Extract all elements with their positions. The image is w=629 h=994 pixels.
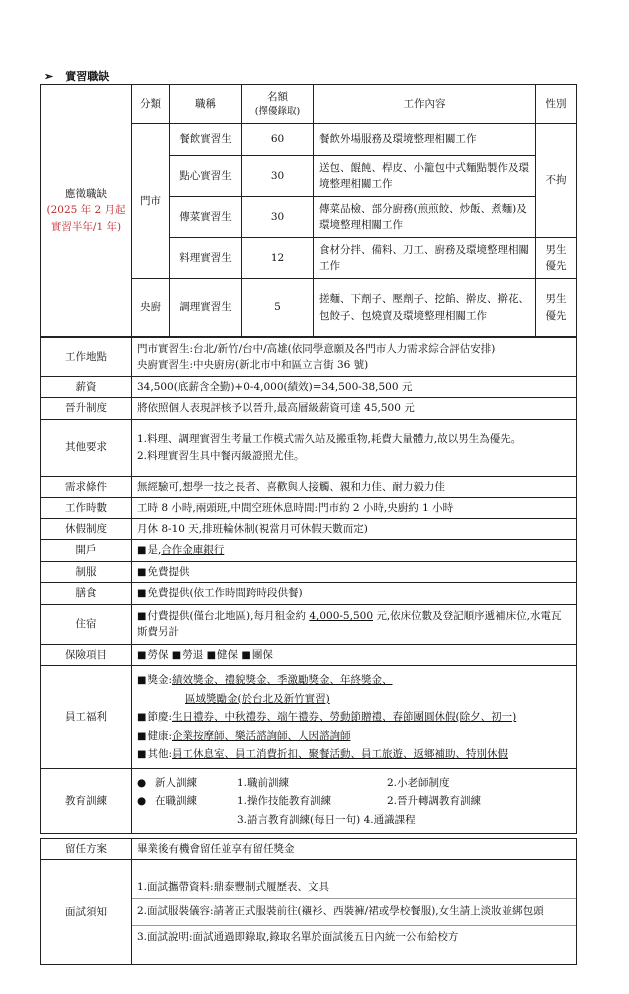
uniform-text: 免費提供 [147,565,190,578]
hours-value: 工時 8 小時,兩頭班,中間空班休息時間:門市約 2 小時,央廚約 1 小時 [132,497,577,518]
other-line-2: 2.料理實習生具中餐丙級證照尤佳。 [137,449,305,462]
col-gender: 性別 [536,85,577,124]
leave-label: 休假制度 [41,519,132,540]
header-row [41,85,577,124]
checkbox-checked-icon [137,748,147,760]
other-benefit-value: 員工休息室、員工消費折扣、聚餐活動、員工旅遊、返鄉補助、特別休假 [172,748,508,761]
meals-label: 膳食 [41,583,132,605]
interview-item: 2.面試服裝儀容:請著正式服裝前往(襯衫、西裝褲/裙或學校餐服),女生請上淡妝並綁包頭 [132,899,576,926]
training-new-2: 2.小老師制度 [387,776,450,789]
job-title: 料理實習生 [170,238,242,279]
uniform-value [132,561,577,583]
housing-row [41,604,577,644]
uniform-label: 制服 [41,561,132,583]
insurance-item: 團保 [251,648,273,661]
holiday-value: 生日禮券、中秋禮券、端午禮券、勞動節贈禮、春節團圓休假(除夕、初一) [172,711,517,724]
job-title: 調理實習生 [170,279,242,337]
insurance-label: 保險項目 [41,644,132,666]
interview-value [132,860,577,965]
training-on-2: 2.晉升轉調教育訓練 [387,795,482,808]
checkbox-checked-icon [137,587,147,599]
gender-male: 男生優先 [536,279,577,337]
job-content: 食材分拌、備料、刀工、廚務及環境整理相關工作 [314,238,536,279]
checkbox-checked-icon [137,730,147,742]
location-row [41,338,577,377]
positions-period: (2025 年 2 月起 [46,204,126,217]
job-title: 餐飲實習生 [170,124,242,156]
insurance-item: 勞保 [147,648,169,661]
checkbox-checked-icon [137,711,147,723]
training-onjob: 在職訓練 [155,795,197,808]
job-title: 點心實習生 [170,156,242,197]
hours-label: 工作時數 [41,497,132,518]
promotion-label: 晉升制度 [41,398,132,419]
bullet-icon: ● [137,795,147,808]
training-value [132,769,577,834]
benefits-value [132,666,577,769]
insurance-item: 健保 [217,648,239,661]
housing-label: 住宿 [41,604,132,644]
checkbox-checked-icon [137,544,147,556]
group-kitchen: 央廚 [132,279,170,337]
account-value [132,540,577,562]
insurance-value [132,644,577,666]
other-line-1: 1.料理、調理實習生考量工作模式需久站及搬重物,耗費大量體力,故以男生為優先。 [137,433,522,446]
checkbox-checked-icon [137,674,147,686]
account-row [41,540,577,562]
checkbox-checked-icon [207,649,217,661]
checkbox-checked-icon [172,649,182,661]
interview-label: 面試須知 [41,860,132,965]
salary-value: 34,500(底薪含全勤)+0-4,000(績效)=34,500-38,500 元 [132,377,577,398]
account-label: 開戶 [41,540,132,562]
checkbox-checked-icon [137,566,147,578]
section-title: 實習職缺 [65,70,110,83]
account-bank: 合作金庫銀行 [161,544,225,557]
requirement-value: 無經驗可,想學一技之長者、喜歡與人接觸、親和力佳、耐力毅力佳 [132,476,577,497]
meals-value [132,583,577,605]
interview-item: 3.面試說明:面試通過即錄取,錄取名單於面試後五日內統一公布給校方 [137,931,459,944]
insurance-item: 勞退 [182,648,204,661]
job-title: 傳菜實習生 [170,197,242,238]
retention-row [41,839,577,860]
interview-row [41,860,577,965]
requirement-label: 需求條件 [41,476,132,497]
arrow-bullet-icon: ➢ [44,70,54,83]
section-heading [44,68,109,84]
bonus-label: 獎金: [147,674,172,687]
col-quota-label: 名額 [267,90,288,103]
group-store: 門市 [132,124,170,279]
other-value [132,419,577,476]
job-quota: 5 [242,279,314,337]
checkbox-checked-icon [241,649,251,661]
training-row [41,769,577,834]
location-line-2: 央廚實習生:中央廚房(新北市中和區立言街 36 號) [137,359,369,371]
salary-label: 薪資 [41,377,132,398]
col-quota-note: (擇優錄取) [254,105,301,117]
job-content: 傳菜品檢、部分廚務(煎煎餃、炒飯、煮麵)及環境整理相關工作 [314,197,536,238]
checkbox-checked-icon [137,649,147,661]
meals-row [41,583,577,605]
location-value [132,338,577,377]
positions-label-cell [41,85,132,337]
account-text: 是, [147,544,162,557]
col-content: 工作內容 [314,85,536,124]
job-content: 餐飲外場服務及環境整理相關工作 [314,124,536,156]
positions-period-2: 實習半年/1 年) [50,220,122,233]
health-label: 健康: [147,729,172,742]
interview-item: 1.面試攜帶資料:鼎泰豐制式履歷表、文具 [132,876,576,899]
requirement-row [41,476,577,497]
housing-value [132,604,577,644]
health-value: 企業按摩師、樂活諮詢師、人因諮詢師 [172,729,351,742]
housing-amount: 4,000-5,500 [309,609,373,622]
holiday-label: 節慶: [147,711,172,724]
job-quota: 12 [242,238,314,279]
location-label: 工作地點 [41,338,132,377]
checkbox-checked-icon [137,610,147,622]
promotion-row [41,398,577,419]
col-category: 分類 [132,85,170,124]
training-label: 教育訓練 [41,769,132,834]
retention-value: 畢業後有機會留任並享有留任獎金 [132,839,577,860]
bonus-value-2: 區域獎勵金(於台北及新竹實習) [185,692,330,705]
benefits-row [41,666,577,769]
training-on-3: 3.語言教育訓練(每日一句) [237,813,361,826]
leave-row [41,519,577,540]
insurance-row [41,644,577,666]
housing-text-a: 付費提供(僅台北地區),每月租金約 [147,609,306,622]
housing-text-b: 元,依床位數及登記順序遞補床位,水電瓦斯費另計 [137,609,562,639]
job-quota: 30 [242,197,314,238]
details-table [40,337,577,834]
positions-label: 應徵職缺 [65,188,107,201]
training-new-1: 1.職前訓練 [237,776,290,789]
retention-label: 留任方案 [41,839,132,860]
job-quota: 30 [242,156,314,197]
interview-table [40,838,577,965]
gender-male: 男生優先 [536,238,577,279]
salary-row [41,377,577,398]
leave-value: 月休 8-10 天,排班輪休制(視當月可休假天數而定) [132,519,577,540]
uniform-row [41,561,577,583]
benefits-label: 員工福利 [41,666,132,769]
other-requirements-row [41,419,577,476]
training-on-1: 1.操作技能教育訓練 [237,795,332,808]
bullet-icon: ● [137,776,147,789]
other-benefit-label: 其他: [147,748,172,761]
meals-text: 免費提供(依工作時間跨時段供餐) [147,587,303,600]
bonus-value: 績效獎金、禮貌獎金、季激勵獎金、年終獎金、 [172,674,393,687]
location-line-1: 門市實習生:台北/新竹/台中/高雄(依同學意願及各門市人力需求綜合評估安排) [137,342,496,355]
other-label: 其他要求 [41,419,132,476]
col-quota [242,85,314,124]
positions-table [40,84,577,337]
training-new: 新人訓練 [155,776,197,789]
hours-row [41,497,577,518]
gender-any: 不拘 [536,124,577,238]
job-quota: 60 [242,124,314,156]
col-position: 職稱 [170,85,242,124]
training-on-4: 4.通識課程 [363,813,416,826]
job-content: 送包、餛飩、桿皮、小籠包中式麵點製作及環境整理相關工作 [314,156,536,197]
promotion-value: 將依照個人表現評核予以晉升,最高層級薪資可達 45,500 元 [132,398,577,419]
job-content: 搓麵、下劑子、壓劑子、挖餡、擀皮、擀花、包餃子、包燒賣及環境整理相關工作 [314,279,536,337]
